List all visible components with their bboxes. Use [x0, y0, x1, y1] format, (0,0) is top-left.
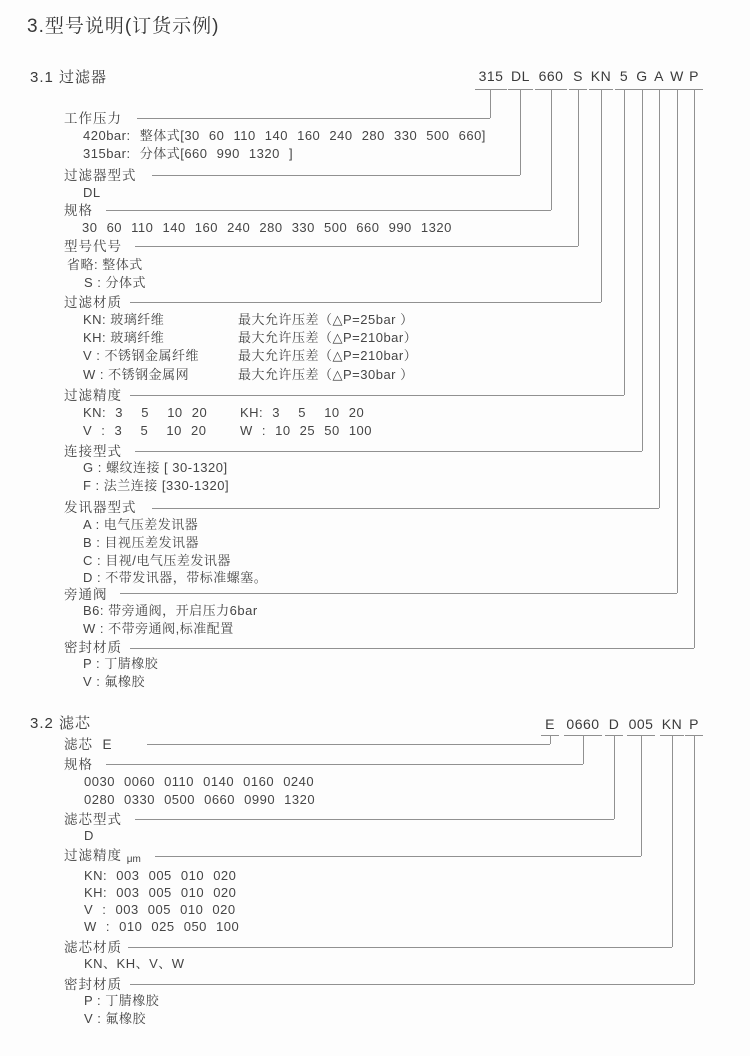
- connector-hline: [135, 819, 614, 820]
- row-item: G : 螺纹连接 [ 30-1320]: [83, 460, 228, 475]
- section-2-heading: 3.2 滤芯: [30, 715, 92, 732]
- row-item: B6: 带旁通阀，开启压力6bar: [83, 603, 258, 618]
- connector-hline: [155, 856, 641, 857]
- row-item: KN: 3 5 10 20: [83, 405, 208, 420]
- row-label-pressure: 工作压力: [64, 111, 122, 126]
- row-item: F : 法兰连接 [330-1320]: [83, 478, 230, 493]
- row-item: W : 不带旁通阀,标准配置: [83, 621, 234, 636]
- row-item: W : 10 25 50 100: [240, 423, 373, 438]
- model-code-segment: P: [685, 716, 703, 736]
- connector-hline: [147, 744, 550, 745]
- connector-hline: [137, 118, 490, 119]
- connector-hline: [135, 451, 642, 452]
- row-label-spec: 规格: [64, 757, 93, 772]
- row-item: KH: 003 005 010 020: [84, 885, 237, 900]
- row-item: W : 010 025 050 100: [84, 919, 240, 934]
- row-item: V : 氟橡胶: [84, 1011, 147, 1026]
- row-item: D: [84, 828, 94, 843]
- connector-vline: [578, 89, 579, 246]
- connector-hline: [152, 508, 659, 509]
- row-label-bypass: 旁通阀: [64, 587, 108, 602]
- model-code-segment: 315: [475, 68, 507, 90]
- model-code-segment: 0660: [564, 716, 602, 736]
- row-item: KN: 玻璃纤维: [83, 312, 165, 327]
- row-item: 省略: 整体式: [67, 257, 143, 272]
- row-item: C : 目视/电气压差发讯器: [83, 553, 231, 568]
- row-item: 最大允许压差（△P=210bar）: [238, 330, 418, 345]
- row-item: KH: 3 5 10 20: [240, 405, 365, 420]
- connector-vline: [641, 735, 642, 856]
- row-label-connection: 连接型式: [64, 444, 122, 459]
- connector-hline: [120, 593, 677, 594]
- row-item: 0030 0060 0110 0140 0160 0240: [84, 774, 315, 789]
- row-item: V : 003 005 010 020: [84, 902, 236, 917]
- connector-vline: [583, 735, 584, 764]
- row-label-spec: 规格: [64, 203, 93, 218]
- row-item: B : 目视压差发讯器: [83, 535, 200, 550]
- row-item: S : 分体式: [84, 275, 147, 290]
- row-label-precision: 过滤精度: [64, 388, 122, 403]
- model-code-segment: DL: [508, 68, 533, 90]
- row-label-element-type: 滤芯型式: [64, 812, 122, 827]
- connector-hline: [106, 764, 583, 765]
- connector-vline: [677, 89, 678, 593]
- connector-vline: [694, 89, 695, 648]
- model-code-segment: 005: [627, 716, 655, 736]
- row-item: DL: [83, 185, 101, 200]
- model-code-segment: KN: [589, 68, 613, 90]
- row-item: V : 不锈钢金属纤维: [83, 348, 200, 363]
- row-label-seal: 密封材质: [64, 977, 122, 992]
- connector-vline: [642, 89, 643, 451]
- connector-hline: [130, 302, 601, 303]
- row-label-element-material: 滤芯材质: [64, 940, 122, 955]
- model-code-segment: D: [605, 716, 623, 736]
- row-label-indicator: 发讯器型式: [64, 500, 137, 515]
- row-item: KH: 玻璃纤维: [83, 330, 165, 345]
- row-label-seal: 密封材质: [64, 640, 122, 655]
- connector-hline: [130, 395, 624, 396]
- row-item: KN: 003 005 010 020: [84, 868, 237, 883]
- micron-unit: μm: [126, 854, 141, 865]
- row-item: 最大允许压差（△P=25bar ）: [238, 312, 414, 327]
- connector-hline: [128, 947, 672, 948]
- connector-vline: [551, 89, 552, 210]
- row-label-element: 滤芯 E: [64, 737, 113, 752]
- connector-vline: [614, 735, 615, 819]
- connector-vline: [490, 89, 491, 118]
- row-item: W : 不锈钢金属网: [83, 367, 190, 382]
- connector-vline: [672, 735, 673, 947]
- row-item: 30 60 110 140 160 240 280 330 500 660 990 1320: [82, 220, 452, 235]
- model-code-segment: E: [541, 716, 559, 736]
- connector-vline: [694, 735, 695, 984]
- row-item: A : 电气压差发讯器: [83, 517, 199, 532]
- connector-vline: [624, 89, 625, 395]
- row-item: 最大允许压差（△P=210bar）: [238, 348, 418, 363]
- row-item: V : 3 5 10 20: [83, 423, 207, 438]
- precision-label-text: 过滤精度: [64, 848, 122, 863]
- connector-vline: [601, 89, 602, 302]
- row-item: 最大允许压差（△P=30bar ）: [238, 367, 414, 382]
- connector-hline: [106, 210, 551, 211]
- row-item: 0280 0330 0500 0660 0990 1320: [84, 792, 316, 807]
- row-item: P : 丁腈橡胶: [84, 993, 160, 1008]
- connector-vline: [550, 735, 551, 744]
- section-1-heading: 3.1 过滤器: [30, 69, 108, 86]
- page-title: 3.型号说明(订货示例): [27, 16, 220, 37]
- model-code-segment: P: [685, 68, 703, 90]
- model-code-segment: A: [650, 68, 668, 90]
- model-code-segment: 660: [535, 68, 567, 90]
- row-item: V : 氟橡胶: [83, 674, 146, 689]
- connector-vline: [659, 89, 660, 508]
- row-label-precision: [64, 848, 141, 866]
- row-item: 315bar: 分体式[660 990 1320 ]: [83, 146, 294, 161]
- row-item: KN、KH、V、W: [84, 956, 185, 971]
- row-item: 420bar: 整体式[30 60 110 140 160 240 280 330 500 660]: [83, 128, 486, 143]
- model-code-segment: 5: [615, 68, 633, 90]
- row-item: D : 不带发讯器，带标准螺塞。: [83, 570, 268, 585]
- connector-hline: [130, 984, 694, 985]
- connector-hline: [135, 246, 578, 247]
- model-code-segment: S: [569, 68, 587, 90]
- connector-hline: [152, 175, 520, 176]
- model-code-segment: G: [633, 68, 651, 90]
- connector-hline: [130, 648, 694, 649]
- row-item: P : 丁腈橡胶: [83, 656, 159, 671]
- model-code-segment: W: [668, 68, 686, 90]
- row-label-filter-type: 过滤器型式: [64, 168, 137, 183]
- model-code-segment: KN: [660, 716, 684, 736]
- row-label-material: 过滤材质: [64, 295, 122, 310]
- connector-vline: [520, 89, 521, 175]
- row-label-model-code: 型号代号: [64, 239, 122, 254]
